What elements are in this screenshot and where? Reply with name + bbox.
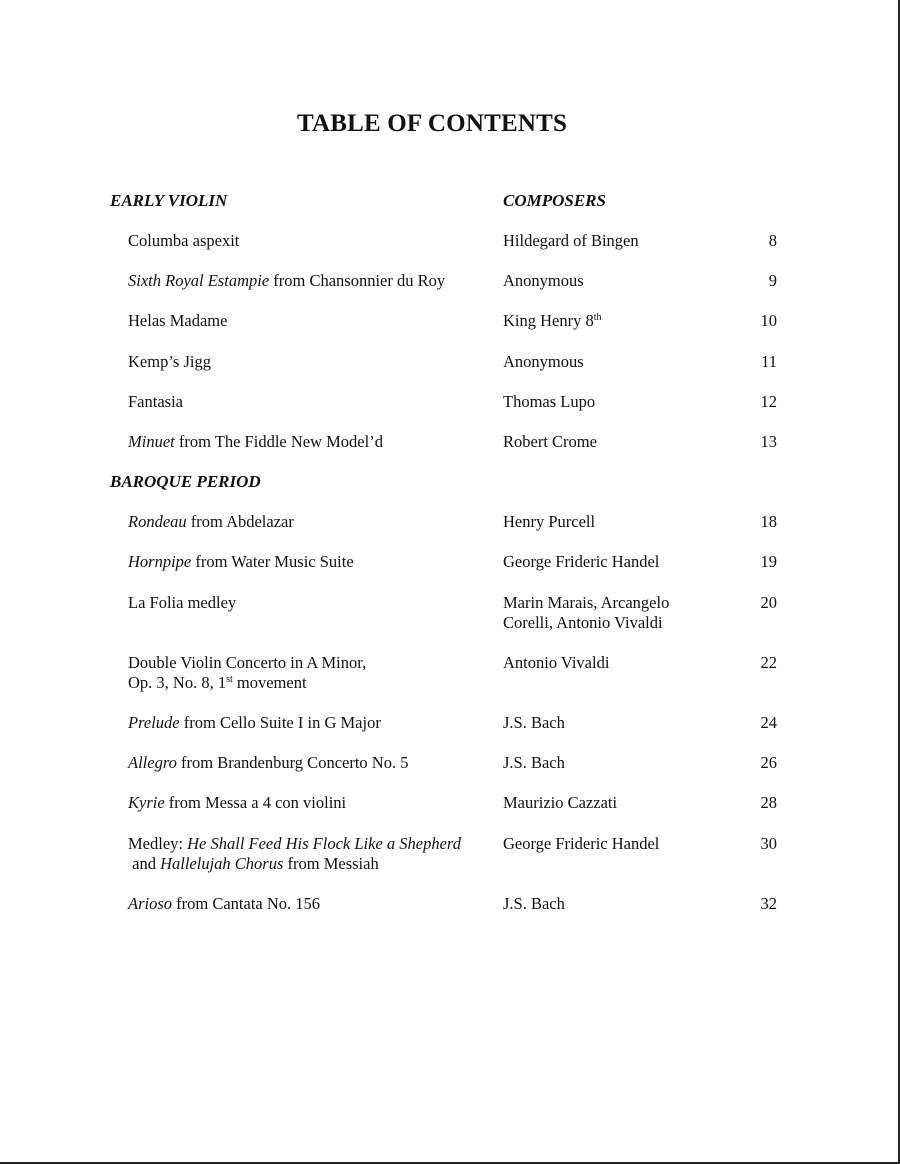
entry-page: 32	[760, 894, 777, 913]
entry-title: La Folia medley	[128, 593, 237, 612]
entry-composer: J.S. Bach	[503, 753, 565, 772]
entry-page: 8	[768, 231, 777, 250]
entry-title: Double Violin Concerto in A Minor, Op. 3, No. 8, 1st movement	[128, 653, 367, 692]
entry-composer: Marin Marais, Arcangelo Corelli, Antonio Vivaldi	[503, 593, 670, 632]
entry-title: Allegro from Brandenburg Concerto No. 5	[128, 753, 409, 772]
entry-composer: Anonymous	[503, 271, 584, 290]
entry-composer: George Frideric Handel	[503, 552, 660, 571]
entry-composer: George Frideric Handel	[503, 834, 660, 853]
entry-page: 18	[760, 512, 777, 531]
entry-composer: J.S. Bach	[503, 713, 565, 732]
entry-title: Sixth Royal Estampie from Chansonnier du Roy	[128, 271, 446, 290]
entry-page: 26	[760, 753, 777, 772]
entry-composer: Thomas Lupo	[503, 392, 596, 411]
entry-title: Prelude from Cello Suite I in G Major	[128, 713, 381, 732]
entry-title: Minuet from The Fiddle New Model’d	[128, 432, 383, 451]
entry-composer: Hildegard of Bingen	[503, 231, 639, 250]
entry-composer: Maurizio Cazzati	[503, 793, 618, 812]
entry-composer: Robert Crome	[503, 432, 597, 451]
entry-title: Helas Madame	[128, 311, 228, 330]
entry-page: 12	[760, 392, 777, 411]
entry-page: 24	[760, 713, 777, 732]
entry-title: Kyrie from Messa a 4 con violini	[128, 793, 347, 812]
entry-composer: Henry Purcell	[503, 512, 596, 531]
entry-page: 30	[760, 834, 777, 853]
entry-page: 19	[760, 552, 777, 571]
entry-page: 22	[760, 653, 777, 672]
entry-page: 11	[761, 352, 777, 371]
entry-page: 28	[760, 793, 777, 812]
entry-page: 13	[760, 432, 777, 451]
entry-page: 9	[768, 271, 777, 290]
composers-heading: COMPOSERS	[503, 191, 606, 210]
entry-title: Hornpipe from Water Music Suite	[128, 552, 354, 571]
entry-composer: Anonymous	[503, 352, 584, 371]
entry-composer: J.S. Bach	[503, 894, 565, 913]
entry-page: 10	[760, 311, 777, 330]
page-title: TABLE OF CONTENTS	[296, 110, 568, 137]
entry-page: 20	[760, 593, 777, 612]
entry-title: Columba aspexit	[128, 231, 240, 250]
section-heading-early-violin: EARLY VIOLIN	[110, 191, 228, 210]
section-heading-baroque: BAROQUE PERIOD	[110, 472, 261, 491]
entry-title: Medley: He Shall Feed His Flock Like a Shepherd and Hallelujah Chorus from Messiah	[128, 834, 461, 873]
entry-title: Rondeau from Abdelazar	[128, 512, 294, 531]
entry-title: Arioso from Cantata No. 156	[128, 894, 321, 913]
entry-composer: Antonio Vivaldi	[503, 653, 610, 672]
entry-composer: King Henry 8th	[503, 311, 602, 330]
entry-title: Kemp’s Jigg	[128, 352, 211, 371]
entry-title: Fantasia	[128, 392, 183, 411]
